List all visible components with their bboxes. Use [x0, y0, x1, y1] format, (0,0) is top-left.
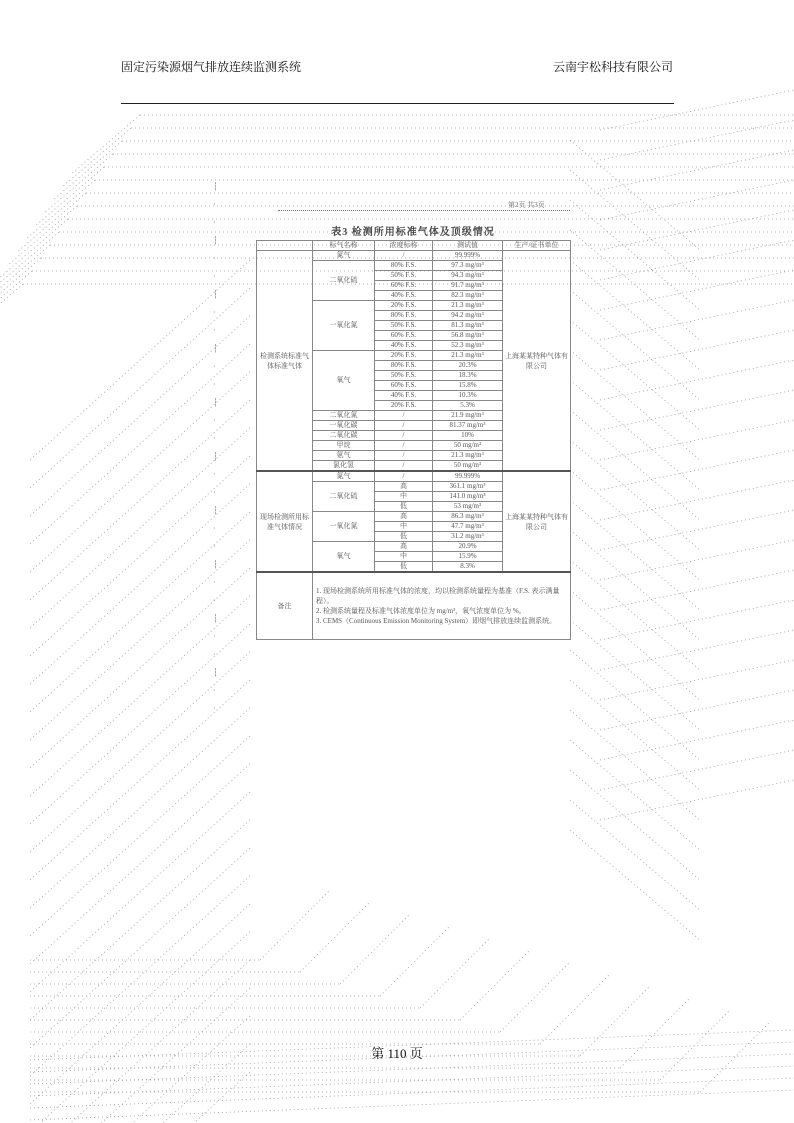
scan-dotted-line: [570, 170, 700, 280]
gas-name-cell: 氮气: [313, 251, 375, 261]
gas-name-cell: 二氧化硫: [313, 261, 375, 301]
concentration-cell: /: [375, 411, 433, 421]
scan-side-mark: ·: [213, 596, 216, 605]
scan-dotted-line: [340, 914, 410, 984]
gas-name-cell: 二氧化氮: [313, 411, 375, 421]
value-cell: 52.3 mg/m³: [433, 341, 503, 351]
scan-dotted-line: [600, 780, 794, 820]
scan-dotted-line: [600, 690, 794, 730]
note-label: 备注: [257, 572, 313, 640]
table-row: [257, 471, 571, 482]
header-cell: 测试值: [433, 241, 503, 251]
scan-side-mark: ·: [213, 470, 216, 479]
scan-side-mark: ·: [213, 578, 216, 587]
scan-dotted-line: [380, 926, 450, 996]
scan-dotted-line: [52, 141, 122, 201]
note-line: 2. 检测系统量程及标准气体浓度单位为 mg/m³，氧气浓度单位为 %。: [316, 607, 526, 615]
scan-side-mark: ·: [213, 272, 216, 281]
value-cell: 21.9 mg/m³: [433, 411, 503, 421]
concentration-cell: 40% F.S.: [375, 391, 433, 401]
scan-dotted-line: [570, 200, 700, 310]
scan-side-mark: ┆: [213, 560, 218, 569]
scan-dotted-line: [420, 938, 490, 1008]
scan-dotted-line: [570, 230, 700, 340]
scan-dotted-line: [540, 974, 610, 1044]
value-cell: 141.0 mg/m³: [433, 492, 503, 502]
value-cell: 20.9%: [433, 542, 503, 552]
scan-dotted-line: [43, 154, 113, 214]
scan-dotted-line: [600, 300, 794, 340]
scan-side-mark: ·: [213, 542, 216, 551]
scan-dotted-line: [25, 180, 95, 240]
scan-side-mark: ·: [213, 488, 216, 497]
concentration-cell: 20% F.S.: [375, 301, 433, 311]
gas-name-cell: 氧气: [313, 351, 375, 411]
section-label: 检测系统标准气体标准气体: [257, 251, 313, 472]
header-left-title: 固定污染源烟气排放连续监测系统: [121, 60, 302, 74]
value-cell: 91.7 mg/m³: [433, 281, 503, 291]
header-rule: [121, 103, 674, 104]
value-cell: 81.3 mg/m³: [433, 321, 503, 331]
gas-name-cell: 甲烷: [313, 441, 375, 451]
concentration-cell: 高: [375, 542, 433, 552]
scan-side-mark: ·: [213, 686, 216, 695]
concentration-cell: 80% F.S.: [375, 261, 433, 271]
table-row: [257, 251, 571, 261]
value-cell: 10%: [433, 431, 503, 441]
concentration-cell: 60% F.S.: [375, 281, 433, 291]
concentration-cell: /: [375, 251, 433, 261]
scan-side-mark: ·: [213, 524, 216, 533]
gas-name-cell: 一氧化氮: [313, 512, 375, 542]
concentration-cell: 中: [375, 522, 433, 532]
scan-dotted-line: [570, 500, 700, 610]
value-cell: 94.3 mg/m³: [433, 271, 503, 281]
gas-name-cell: 一氧化氮: [313, 301, 375, 351]
concentration-cell: 40% F.S.: [375, 341, 433, 351]
scan-side-mark: ·: [213, 704, 216, 713]
concentration-cell: /: [375, 461, 433, 472]
scan-dotted-line: [0, 245, 50, 305]
scan-dotted-line: [600, 240, 794, 280]
scan-side-mark: ·: [213, 218, 216, 227]
header-cell: 生产/证书单位: [503, 241, 571, 251]
scan-dotted-line: [600, 390, 794, 430]
concentration-cell: 50% F.S.: [375, 371, 433, 381]
gas-name-cell: 二氧化碳: [313, 431, 375, 441]
scan-dotted-line: [600, 540, 794, 580]
scan-side-mark: ┆: [213, 290, 218, 299]
gas-name-cell: 氮气: [313, 471, 375, 482]
concentration-cell: /: [375, 471, 433, 482]
value-cell: 21.3 mg/m³: [433, 351, 503, 361]
scan-dotted-line: [570, 290, 700, 400]
scan-dotted-line: [570, 470, 700, 580]
scan-dotted-line: [500, 962, 570, 1032]
scan-dotted-line: [16, 193, 86, 253]
scan-dotted-line: [600, 600, 794, 640]
scan-dotted-line: [570, 380, 700, 490]
scan-dotted-line: [570, 590, 700, 700]
scan-dotted-line: [34, 167, 104, 227]
scan-dotted-line: [0, 284, 23, 344]
concentration-cell: 60% F.S.: [375, 381, 433, 391]
concentration-cell: 40% F.S.: [375, 291, 433, 301]
scan-dotted-line: [570, 440, 700, 550]
scan-dotted-line: [30, 932, 250, 1123]
scan-side-mark: ·: [213, 632, 216, 641]
scan-dotted-line: [570, 560, 700, 670]
value-cell: 53 mg/m³: [433, 502, 503, 512]
scan-side-mark: ┆: [213, 506, 218, 515]
scan-dotted-line: [600, 750, 794, 790]
value-cell: 50 mg/m³: [433, 441, 503, 451]
note-line: 1. 现场检测系统所用标准气体的浓度，均以检测系统量程为基准（F.S. 表示满量程）。: [316, 587, 560, 605]
scan-dotted-line: [600, 270, 794, 310]
scan-dotted-line: [600, 360, 794, 400]
table-header-row: [257, 241, 571, 251]
scan-dotted-line: [600, 630, 794, 670]
concentration-cell: /: [375, 441, 433, 451]
value-cell: 56.8 mg/m³: [433, 331, 503, 341]
scan-dotted-line: [570, 830, 700, 940]
insert-page-mark: 第2页 共3页: [508, 201, 545, 209]
scan-dotted-line: [61, 128, 131, 188]
scan-dotted-line: [570, 320, 700, 430]
concentration-cell: /: [375, 431, 433, 441]
concentration-cell: 低: [375, 502, 433, 512]
concentration-cell: 低: [375, 562, 433, 573]
concentration-cell: 80% F.S.: [375, 361, 433, 371]
concentration-cell: 高: [375, 512, 433, 522]
scan-dotted-line: [30, 1090, 794, 1120]
scan-side-marks: [213, 178, 221, 718]
scan-side-mark: ·: [213, 254, 216, 263]
scan-dotted-line: [570, 650, 700, 760]
scan-side-mark: ·: [213, 200, 216, 209]
scan-side-mark: ┆: [213, 182, 218, 191]
value-cell: 20.3%: [433, 361, 503, 371]
value-cell: 18.3%: [433, 371, 503, 381]
scan-dotted-line: [600, 570, 794, 610]
scan-side-mark: ┆: [213, 614, 218, 623]
scan-dotted-line: [570, 680, 700, 790]
value-cell: 21.3 mg/m³: [433, 301, 503, 311]
scan-dotted-line: [570, 140, 700, 250]
scan-side-mark: ·: [213, 308, 216, 317]
section-label: 现场检测所用标准气体情况: [257, 471, 313, 572]
scan-dotted-line: [260, 890, 330, 960]
scan-dotted-line: [570, 710, 700, 820]
concentration-cell: 50% F.S.: [375, 321, 433, 331]
scan-dotted-line: [570, 260, 700, 370]
value-cell: 31.2 mg/m³: [433, 532, 503, 542]
value-cell: 94.2 mg/m³: [433, 311, 503, 321]
concentration-cell: 中: [375, 492, 433, 502]
scan-dotted-line: [600, 480, 794, 520]
scan-dotted-line: [600, 720, 794, 760]
note-row: [257, 572, 571, 640]
scan-side-mark: ┆: [213, 344, 218, 353]
scan-side-mark: ·: [213, 416, 216, 425]
header-cell: 标气名称: [313, 241, 375, 251]
scan-side-mark: ·: [213, 380, 216, 389]
concentration-cell: 60% F.S.: [375, 331, 433, 341]
gas-name-cell: 氧气: [313, 542, 375, 573]
value-cell: 97.3 mg/m³: [433, 261, 503, 271]
concentration-cell: 20% F.S.: [375, 351, 433, 361]
scan-side-mark: ·: [213, 650, 216, 659]
concentration-cell: /: [375, 451, 433, 461]
note-text: [313, 572, 571, 640]
scan-dotted-line: [7, 206, 77, 266]
scan-dotted-line: [0, 258, 41, 318]
scan-dotted-line: [30, 1078, 794, 1108]
scan-dotted-line: [600, 420, 794, 460]
table-title: 表3 检测所用标准气体及顶级情况: [331, 227, 495, 238]
scan-dotted-line: [300, 902, 370, 972]
value-cell: 8.3%: [433, 562, 503, 573]
header-blank-cell: [257, 241, 313, 251]
value-cell: 50 mg/m³: [433, 461, 503, 472]
scan-dotted-line: [570, 620, 700, 730]
scan-dotted-line: [0, 271, 32, 331]
value-cell: 5.3%: [433, 401, 503, 411]
value-cell: 15.8%: [433, 381, 503, 391]
value-cell: 15.9%: [433, 552, 503, 562]
value-cell: 99.999%: [433, 251, 503, 261]
scan-dotted-line: [600, 150, 794, 190]
scan-dotted-line: [600, 510, 794, 550]
scan-dotted-line: [0, 232, 59, 292]
scan-dotted-line: [30, 1066, 794, 1096]
scan-dotted-line: [570, 530, 700, 640]
scan-dotted-line: [570, 350, 700, 460]
value-cell: 81.37 mg/m³: [433, 421, 503, 431]
scan-side-mark: ┆: [213, 452, 218, 461]
page-number: 第 110 页: [371, 1046, 423, 1061]
supplier-cell: 上海某某特种气体有限公司: [503, 471, 571, 572]
gas-name-cell: 二氧化硫: [313, 482, 375, 512]
scan-dotted-line: [600, 210, 794, 250]
supplier-cell: 上海某某特种气体有限公司: [503, 251, 571, 472]
scan-dotted-line: [600, 180, 794, 220]
scan-dotted-line: [30, 960, 250, 1123]
scan-side-mark: ┆: [213, 236, 218, 245]
scan-dotted-line: [570, 800, 700, 910]
concentration-cell: 80% F.S.: [375, 311, 433, 321]
value-cell: 47.7 mg/m³: [433, 522, 503, 532]
scan-dotted-line: [600, 90, 794, 130]
scan-dotted-line: [0, 219, 68, 279]
gas-name-cell: 氯化氢: [313, 461, 375, 472]
scan-dotted-line: [570, 770, 700, 880]
scan-dotted-line: [70, 115, 140, 175]
insert-top-line: [278, 210, 570, 211]
scan-dotted-line: [600, 330, 794, 370]
scan-side-mark: ┆: [213, 668, 218, 677]
value-cell: 86.3 mg/m³: [433, 512, 503, 522]
scan-side-mark: ·: [213, 326, 216, 335]
gas-name-cell: 氨气: [313, 451, 375, 461]
scan-dotted-line: [570, 740, 700, 850]
scan-side-mark: ·: [213, 362, 216, 371]
header-cell: 浓度标称: [375, 241, 433, 251]
concentration-cell: 中: [375, 552, 433, 562]
standard-gas-table: [256, 240, 571, 640]
scan-dotted-line: [600, 660, 794, 700]
value-cell: 21.3 mg/m³: [433, 451, 503, 461]
value-cell: 10.3%: [433, 391, 503, 401]
concentration-cell: 50% F.S.: [375, 271, 433, 281]
value-cell: 361.1 mg/m³: [433, 482, 503, 492]
header-company-name: 云南宇松科技有限公司: [552, 60, 673, 74]
scan-dotted-line: [570, 410, 700, 520]
scan-dotted-line: [600, 450, 794, 490]
scan-side-mark: ·: [213, 434, 216, 443]
value-cell: 82.3 mg/m³: [433, 291, 503, 301]
gas-name-cell: 一氧化碳: [313, 421, 375, 431]
concentration-cell: 20% F.S.: [375, 401, 433, 411]
concentration-cell: /: [375, 421, 433, 431]
note-line: 3. CEMS（Continuous Emission Monitoring System）即烟气排放连续监测系统。: [316, 617, 557, 625]
value-cell: 99.999%: [433, 471, 503, 482]
concentration-cell: 低: [375, 532, 433, 542]
scan-side-mark: ┆: [213, 398, 218, 407]
scan-dotted-line: [460, 950, 530, 1020]
concentration-cell: 高: [375, 482, 433, 492]
